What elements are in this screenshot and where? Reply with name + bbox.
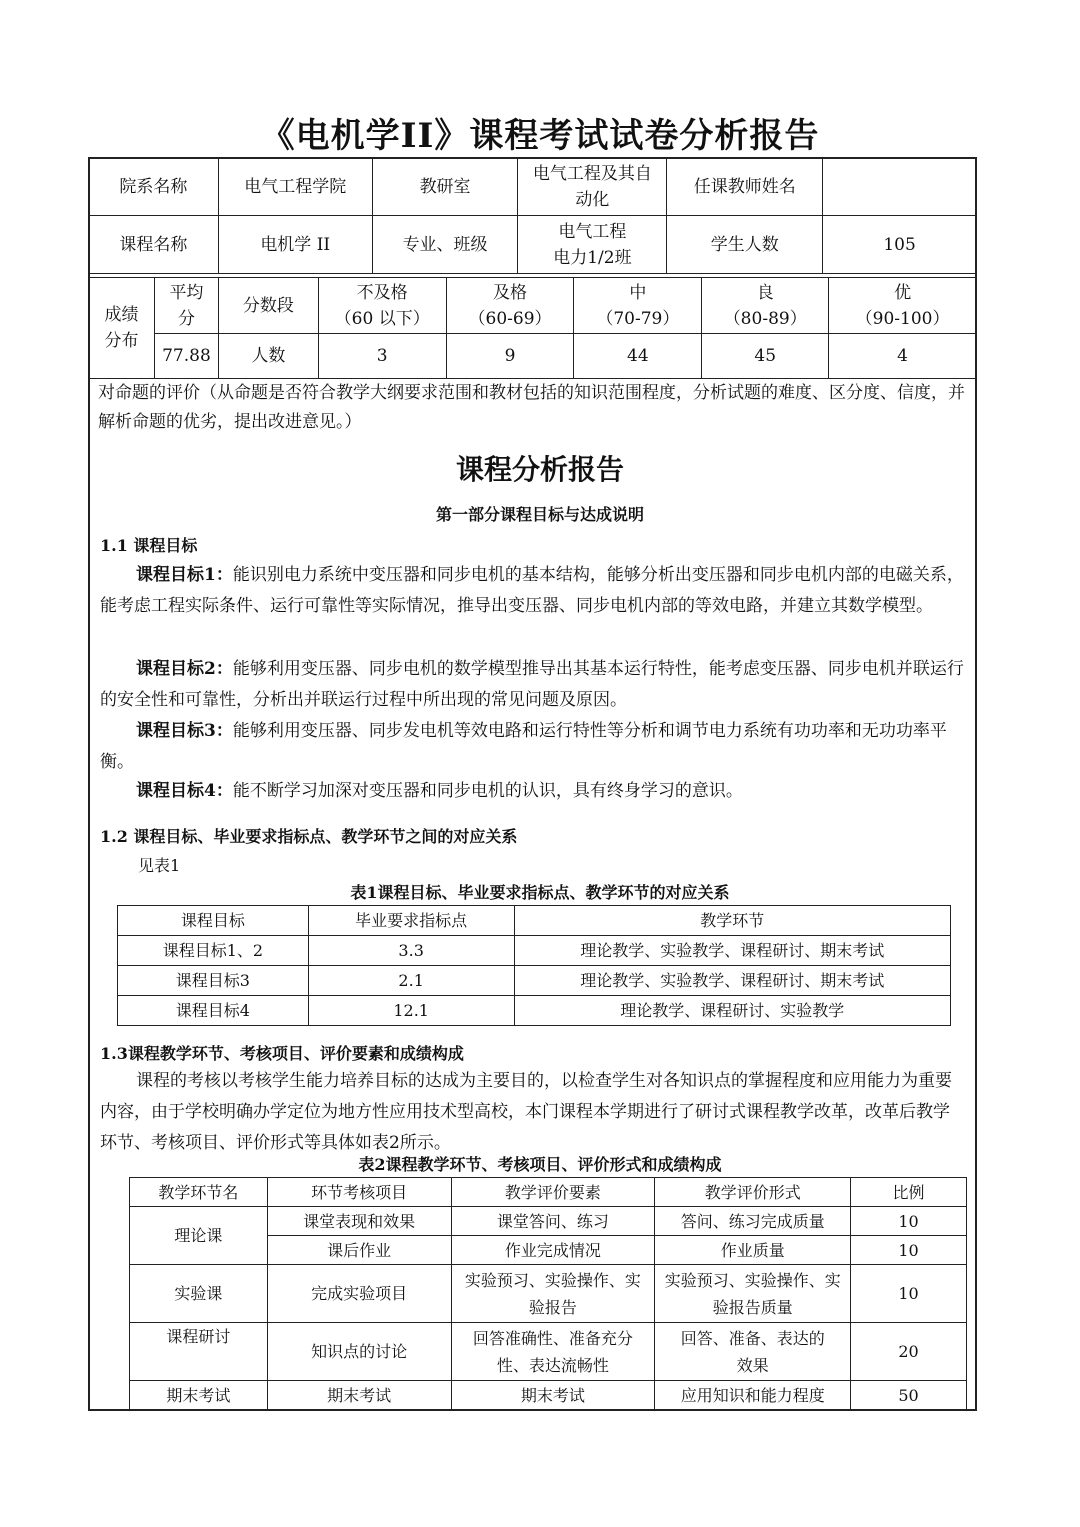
table-row	[118, 936, 951, 966]
table-header: 课程目标	[118, 906, 309, 936]
band-excellent	[829, 278, 977, 334]
info-table	[88, 157, 977, 274]
band-name: 优	[894, 282, 912, 303]
band-name: 及格	[493, 282, 528, 303]
major-line-1: 电气工程	[558, 221, 627, 242]
table-cell: 实验预习、实验操作、实验报告	[451, 1265, 655, 1323]
band-fail	[318, 278, 446, 334]
table-cell: 回答、准备、表达的效果	[655, 1323, 851, 1381]
table-header: 教学环节名	[130, 1178, 268, 1207]
table-cell: 实验预习、实验操作、实验报告质量	[655, 1265, 851, 1323]
count-label: 人数	[218, 334, 318, 379]
table-cell: 3.3	[308, 936, 514, 966]
table-cell: 理论课	[130, 1207, 268, 1265]
table-header: 环节考核项目	[267, 1178, 451, 1207]
office-value: 电气工程及其自动化	[518, 158, 667, 216]
score-section-label: 成绩分布	[89, 278, 155, 379]
dept-label: 院系名称	[89, 158, 219, 216]
band-name: 中	[629, 282, 647, 303]
major-label: 专业、班级	[372, 216, 518, 274]
table-cell: 课堂表现和效果	[267, 1207, 451, 1236]
table-cell: 作业完成情况	[451, 1236, 655, 1265]
office-label: 教研室	[372, 158, 518, 216]
students-label: 学生人数	[667, 216, 823, 274]
count-excellent: 4	[829, 334, 977, 379]
table-row	[130, 1207, 967, 1236]
avg-value: 77.88	[154, 334, 218, 379]
table-cell: 10	[851, 1265, 967, 1323]
table-row	[130, 1265, 967, 1323]
table-row	[118, 996, 951, 1026]
band-good	[702, 278, 829, 334]
band-range: （60-69）	[468, 308, 552, 329]
table-cell: 课程目标1、2	[118, 936, 309, 966]
table-cell: 12.1	[308, 996, 514, 1026]
goal-label: 课程目标4：	[136, 781, 233, 801]
goal-text: 能够利用变压器、同步电机的数学模型推导出其基本运行特性，能考虑变压器、同步电机并联运行的安全性和可靠性，分析出并联运行过程中所出现的常见问题及原因。	[100, 659, 964, 710]
table-cell: 回答准确性、准备充分性、表达流畅性	[451, 1323, 655, 1381]
section-1-3: 1.3课程教学环节、考核项目、评价要素和成绩构成	[100, 1044, 464, 1063]
band-name: 良	[756, 282, 774, 303]
table-header-row	[130, 1178, 967, 1207]
table-header: 毕业要求指标点	[308, 906, 514, 936]
table-cell: 10	[851, 1207, 967, 1236]
table-cell: 应用知识和能力程度	[655, 1381, 851, 1410]
report-title: 课程分析报告	[455, 453, 624, 486]
table-row	[130, 1323, 967, 1381]
table-cell: 理论教学、实验教学、课程研讨、期末考试	[514, 966, 950, 996]
score-table	[88, 277, 977, 379]
table2-caption: 表2课程教学环节、考核项目、评价形式和成绩构成	[358, 1155, 722, 1174]
table-cell: 20	[851, 1323, 967, 1381]
table-row	[118, 966, 951, 996]
section-1-2: 1.2 课程目标、毕业要求指标点、教学环节之间的对应关系	[100, 827, 518, 846]
section-1-1: 1.1 课程目标	[100, 536, 198, 555]
page-title: 《电机学II》课程考试试卷分析报告	[260, 116, 820, 156]
goal-label: 课程目标2：	[136, 659, 233, 679]
goal-1	[100, 560, 968, 622]
table-cell: 期末考试	[130, 1381, 268, 1410]
band-pass	[446, 278, 574, 334]
goal-3	[100, 716, 968, 778]
table2	[129, 1177, 967, 1410]
table-cell: 2.1	[308, 966, 514, 996]
table1	[117, 905, 951, 1026]
range-label: 分数段	[218, 278, 318, 334]
table-cell: 理论教学、课程研讨、实验教学	[514, 996, 950, 1026]
table-cell: 知识点的讨论	[267, 1323, 451, 1381]
table-cell: 完成实验项目	[267, 1265, 451, 1323]
count-good: 45	[702, 334, 829, 379]
table-cell: 课程目标4	[118, 996, 309, 1026]
table-cell: 实验课	[130, 1265, 268, 1323]
teacher-value	[823, 158, 977, 216]
course-label: 课程名称	[89, 216, 219, 274]
count-medium: 44	[574, 334, 702, 379]
table-header: 教学评价形式	[655, 1178, 851, 1207]
table-header: 比例	[851, 1178, 967, 1207]
goal-text: 能不断学习加深对变压器和同步电机的认识，具有终身学习的意识。	[232, 781, 743, 801]
section-1-3-text: 课程的考核以考核学生能力培养目标的达成为主要目的，以检查学生对各知识点的掌握程度和应用能力为重要内容，由于学校明确办学定位为地方性应用技术型高校，本门课程本学期进行了研讨式课程教学改革，改革后教学环节、考核项目、评价形式等具体如表2所示。	[100, 1071, 952, 1153]
eval-note: 对命题的评价（从命题是否符合教学大纲要求范围和教材包括的知识范围程度，分析试题的难度、区分度、信度，并解析命题的优劣，提出改进意见。）	[98, 383, 965, 432]
table-row	[130, 1381, 967, 1410]
teacher-label: 任课教师姓名	[667, 158, 823, 216]
table-cell: 课程研讨	[130, 1323, 268, 1381]
band-name: 不及格	[356, 282, 408, 303]
table-cell: 答问、练习完成质量	[655, 1207, 851, 1236]
goal-text: 能识别电力系统中变压器和同步电机的基本结构，能够分析出变压器和同步电机内部的电磁关系，能考虑工程实际条件、运行可靠性等实际情况，推导出变压器、同步电机内部的等效电路，并建立其数学模型。	[100, 565, 964, 616]
course-value: 电机学 II	[218, 216, 372, 274]
table-cell: 10	[851, 1236, 967, 1265]
table-cell: 作业质量	[655, 1236, 851, 1265]
band-range: （60 以下）	[334, 308, 430, 329]
table-cell: 理论教学、实验教学、课程研讨、期末考试	[514, 936, 950, 966]
goal-label: 课程目标3：	[136, 721, 233, 741]
avg-label: 平均分	[154, 278, 218, 334]
part1-title: 第一部分课程目标与达成说明	[435, 505, 644, 524]
dept-value: 电气工程学院	[218, 158, 372, 216]
goal-2	[100, 654, 968, 716]
table-header-row	[118, 906, 951, 936]
band-range: （70-79）	[596, 308, 680, 329]
table-cell: 课堂答问、练习	[451, 1207, 655, 1236]
table1-caption: 表1课程目标、毕业要求指标点、教学环节的对应关系	[350, 883, 730, 902]
table-cell: 课后作业	[267, 1236, 451, 1265]
table-cell: 期末考试	[451, 1381, 655, 1410]
see-table-note: 见表1	[138, 856, 181, 875]
table-cell: 期末考试	[267, 1381, 451, 1410]
goal-text: 能够利用变压器、同步发电机等效电路和运行特性等分析和调节电力系统有功功率和无功功率平衡。	[100, 721, 947, 772]
table-cell: 50	[851, 1381, 967, 1410]
goal-4	[100, 776, 968, 807]
band-range: （80-89）	[723, 308, 807, 329]
major-line-2: 电力1/2班	[553, 247, 632, 268]
table-header: 教学环节	[514, 906, 950, 936]
count-pass: 9	[446, 334, 574, 379]
students-value: 105	[823, 216, 977, 274]
major-value	[518, 216, 667, 274]
table-header: 教学评价要素	[451, 1178, 655, 1207]
band-medium	[574, 278, 702, 334]
band-range: （90-100）	[855, 308, 950, 329]
count-fail: 3	[318, 334, 446, 379]
table-cell: 课程目标3	[118, 966, 309, 996]
goal-label: 课程目标1：	[136, 565, 233, 585]
